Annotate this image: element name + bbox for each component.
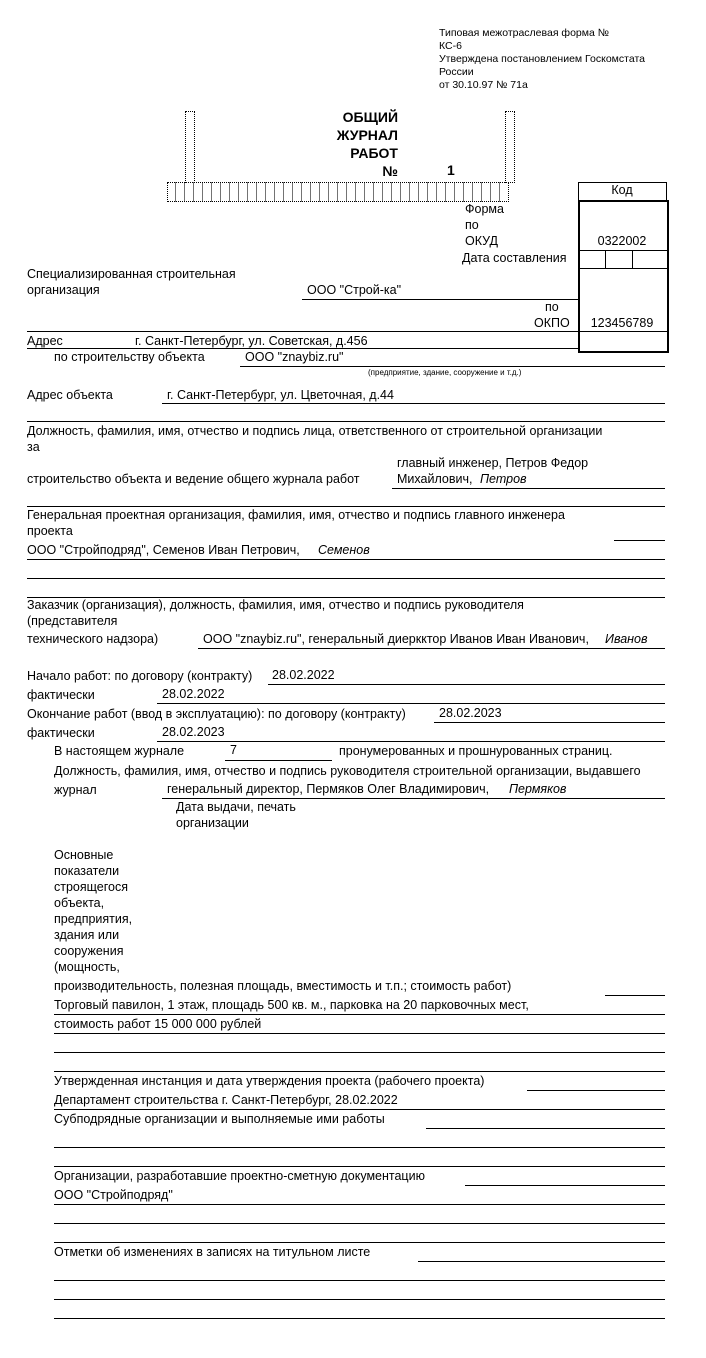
end-contract-label: Окончание работ (ввод в эксплуатацию): по договору (контракту): [27, 707, 406, 721]
issue-date-label: Дата выдачи, печать: [176, 800, 296, 814]
issuer-label: Должность, фамилия, имя, отчество и подпись руководителя строительной организации, выдавшего: [54, 764, 641, 778]
pages-value: 7: [230, 743, 237, 757]
start-actual-label: фактически: [27, 688, 95, 702]
end-contract-value: 28.02.2023: [439, 706, 502, 720]
design-org-label-2: проекта: [27, 524, 73, 538]
start-actual-value: 28.02.2022: [162, 687, 225, 701]
approval-label: Утвержденная инстанция и дата утверждения проекта (рабочего проекта): [54, 1074, 485, 1088]
org-value: ООО "Строй-ка": [307, 283, 402, 297]
title-line-2: ЖУРНАЛ: [336, 127, 398, 143]
object-value: ООО "znaybiz.ru": [245, 350, 344, 364]
issuer-value: генеральный директор, Пермяков Олег Владимирович,: [167, 782, 490, 796]
indicators-value: Торговый павилон, 1 этаж, площадь 500 кв. м., парковка на 20 парковочных мест,: [54, 998, 529, 1012]
end-actual-label: фактически: [27, 726, 95, 740]
design-org-signature: Семенов: [318, 543, 370, 557]
customer-signature: Иванов: [605, 632, 648, 646]
code-header: Код: [611, 183, 633, 197]
okpo-label-po: по: [545, 300, 559, 314]
pages-label: В настоящем журнале: [54, 744, 185, 758]
address-value: г. Санкт-Петербург, ул. Советская, д.456: [135, 334, 368, 348]
customer-label: Заказчик (организация), должность, фамилия, имя, отчество и подпись руководителя: [27, 598, 524, 612]
approval-note-country: России: [439, 66, 474, 78]
okpo-value: 123456789: [590, 316, 654, 330]
form-code-note: КС-6: [439, 40, 462, 52]
start-contract-value: 28.02.2022: [272, 668, 335, 682]
design-docs-value: ООО "Стройподряд": [54, 1188, 173, 1202]
customer-label-2: (представителя: [27, 614, 118, 628]
responsible-label-3: строительство объекта и ведение общего журнала работ: [27, 472, 360, 486]
object-label: по строительству объекта: [54, 350, 205, 364]
title-frame-hatch: [167, 182, 507, 202]
okpo-label: ОКПО: [534, 316, 570, 330]
changes-label: Отметки об изменениях в записях на титульном листе: [54, 1245, 371, 1259]
form-type-note: Типовая межотраслевая форма №: [439, 27, 609, 39]
issuer-label-2: журнал: [54, 783, 97, 797]
address-label: Адрес: [27, 334, 63, 348]
org-label-2: организация: [27, 283, 100, 297]
okud-label-form: Форма: [465, 202, 504, 216]
issue-date-label-2: организации: [176, 816, 249, 830]
issuer-signature: Пермяков: [509, 782, 567, 796]
responsible-value: главный инженер, Петров Федор: [397, 456, 589, 470]
indicators-label-3: строящегося: [54, 880, 128, 894]
responsible-label: Должность, фамилия, имя, отчество и подпись лица, ответственного от строительной организации: [27, 424, 603, 438]
customer-value: ООО "znaybiz.ru", генеральный диеркктор Иванов Иван Иванович,: [203, 632, 589, 646]
responsible-label-2: за: [27, 440, 40, 454]
indicators-label-1: Основные: [54, 848, 114, 862]
okud-label-po: по: [465, 218, 479, 232]
title-line-1: ОБЩИЙ: [342, 109, 398, 125]
title-frame-right: [505, 111, 515, 183]
title-frame-left: [185, 111, 195, 183]
indicators-label-2: показатели: [54, 864, 120, 878]
object-address-value: г. Санкт-Петербург, ул. Цветочная, д.44: [167, 388, 394, 402]
title-number-sign: №: [382, 163, 398, 179]
indicators-label-7: сооружения: [54, 944, 124, 958]
date-compiled-label: Дата составления: [462, 251, 567, 265]
design-org-label: Генеральная проектная организация, фамилия, имя, отчество и подпись главного инженера: [27, 508, 565, 522]
subcontractors-label: Субподрядные организации и выполняемые ими работы: [54, 1112, 385, 1126]
approval-note: Утверждена постановлением Госкомстата: [439, 53, 645, 65]
journal-number: 1: [447, 162, 455, 178]
start-contract-label: Начало работ: по договору (контракту): [27, 669, 253, 683]
indicators-label-8: (мощность,: [54, 960, 120, 974]
indicators-value-2: стоимость работ 15 000 000 рублей: [54, 1017, 262, 1031]
object-hint: (предприятие, здание, сооружение и т.д.): [368, 368, 522, 377]
responsible-signature: Петров: [480, 472, 527, 486]
approval-note-date: от 30.10.97 № 71а: [439, 79, 528, 91]
org-label: Специализированная строительная: [27, 267, 236, 281]
design-org-value: ООО "Стройподряд", Семенов Иван Петрович,: [27, 543, 300, 557]
pages-suffix: пронумерованных и прошнурованных страниц.: [339, 744, 613, 758]
indicators-label-6: здания или: [54, 928, 120, 942]
indicators-label-last: производительность, полезная площадь, вместимость и т.п.; стоимость работ): [54, 979, 512, 993]
indicators-label-4: объекта,: [54, 896, 105, 910]
end-actual-value: 28.02.2023: [162, 725, 225, 739]
title-line-3: РАБОТ: [350, 145, 398, 161]
design-docs-label: Организации, разработавшие проектно-сметную документацию: [54, 1169, 425, 1183]
customer-label-3: технического надзора): [27, 632, 159, 646]
object-address-label: Адрес объекта: [27, 388, 113, 402]
okud-label: ОКУД: [465, 234, 498, 248]
okud-value: 0322002: [597, 234, 647, 248]
indicators-label-5: предприятия,: [54, 912, 133, 926]
responsible-value-2: Михайлович,: [397, 472, 473, 486]
approval-value: Департамент строительства г. Санкт-Петербург, 28.02.2022: [54, 1093, 398, 1107]
